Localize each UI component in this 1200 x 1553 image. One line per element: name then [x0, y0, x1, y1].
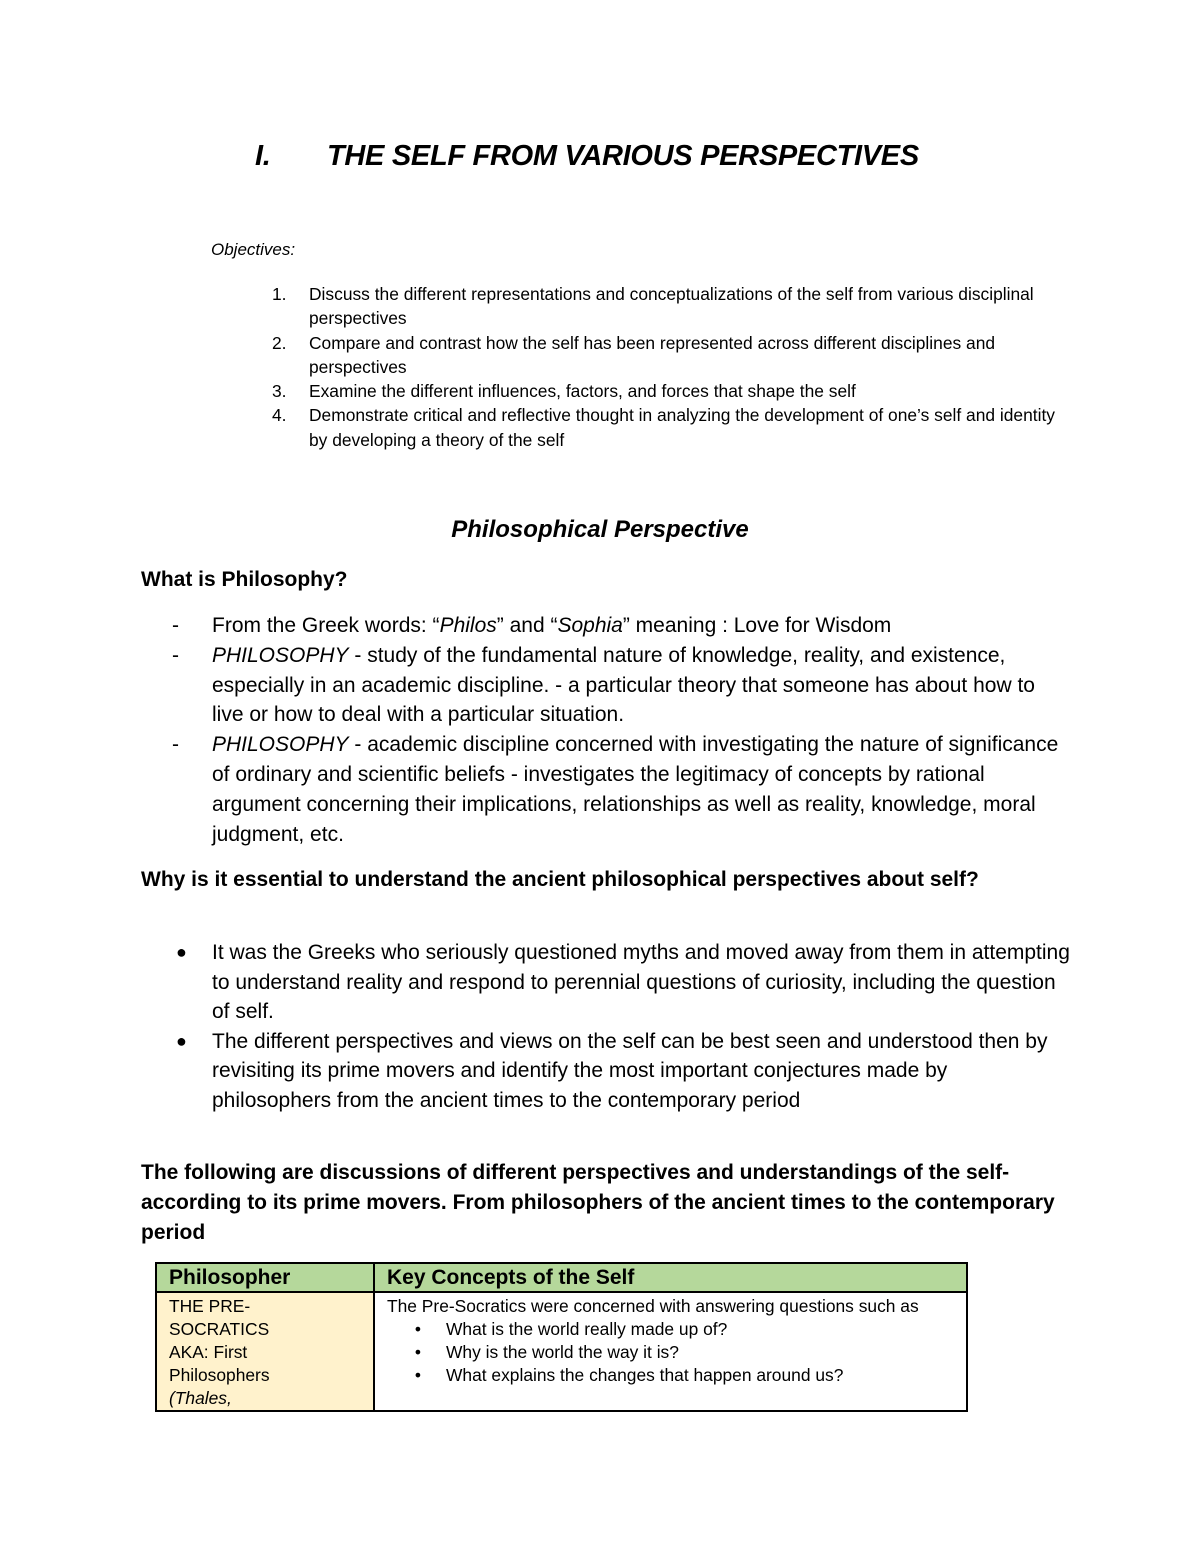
- section-title: Philosophical Perspective: [451, 516, 749, 543]
- definition-item: - From the Greek words: “Philos” and “Sophia” meaning : Love for Wisdom: [172, 611, 1072, 641]
- key-concepts-intro: The Pre-Socratics were concerned with answering questions such as: [387, 1296, 919, 1316]
- discussion-intro: The following are discussions of different perspectives and understandings of the self-according to its prime movers. From philosophers of the ancient times to the contemporary period: [141, 1161, 1055, 1244]
- bullet-marker: ●: [176, 1030, 187, 1051]
- question-what-is-philosophy: What is Philosophy?: [141, 568, 348, 591]
- reason-item: ● The different perspectives and views on the self can be best seen and understood then by revisiting its prime movers and identify the most important conjectures made by philosophers from the ancient times to the contemporary period: [172, 1027, 1072, 1116]
- document-title: [255, 140, 919, 173]
- philosophy-definition-list: [172, 611, 1072, 849]
- key-questions-list: [387, 1318, 966, 1387]
- dash-marker: -: [172, 643, 179, 667]
- objective-item: 1. Discuss the different representations and conceptualizations of the self from various disciplinal perspectives: [272, 284, 1034, 329]
- dash-marker: -: [172, 614, 179, 637]
- objectives-label: Objectives:: [211, 240, 296, 259]
- bullet-marker: ●: [176, 942, 187, 962]
- table-row: [156, 1292, 967, 1411]
- header-philosopher: Philosopher: [156, 1263, 374, 1292]
- title-text: THE SELF FROM VARIOUS PERSPECTIVES: [327, 140, 919, 172]
- list-item: • What is the world really made up of?: [414, 1319, 728, 1339]
- definition-item: - PHILOSOPHY - study of the fundamental nature of knowledge, reality, and existence, especially in an academic discipline. - a particular theory that someone has about how to live or how to deal with a particular situation.: [172, 641, 1072, 730]
- objective-item: 4. Demonstrate critical and reflective thought in analyzing the development of one’s self and identity by developing a theory of the self: [272, 405, 1055, 450]
- key-concepts-cell: [374, 1292, 967, 1411]
- header-key-concepts: Key Concepts of the Self: [374, 1263, 967, 1292]
- reasons-list: [172, 938, 1072, 1115]
- objectives-list: [272, 282, 1062, 452]
- philosophers-table: [155, 1262, 968, 1412]
- objective-item: 3. Examine the different influences, factors, and forces that shape the self: [272, 381, 856, 402]
- question-why-essential: Why is it essential to understand the ancient philosophical perspectives about self?: [141, 868, 979, 891]
- table-header-row: [156, 1263, 967, 1292]
- dash-marker: -: [172, 733, 179, 757]
- reason-item: ● It was the Greeks who seriously questioned myths and moved away from them in attempting to understand reality and respond to perennial questions of curiosity, including the question of self.: [172, 938, 1072, 1027]
- definition-item: - PHILOSOPHY - academic discipline concerned with investigating the nature of significance of ordinary and scientific beliefs - investigates the legitimacy of concepts by rational argument concerning their implications, relationships as well as reality, knowledge, moral judgment, etc.: [172, 730, 1072, 849]
- list-item: • Why is the world the way it is?: [414, 1342, 679, 1362]
- list-item: • What explains the changes that happen around us?: [414, 1365, 844, 1385]
- title-number: I.: [255, 140, 271, 172]
- philosopher-cell: THE PRE- SOCRATICS AKA: First Philosophers (Thales,: [156, 1292, 374, 1411]
- objective-item: 2. Compare and contrast how the self has been represented across different disciplines and perspectives: [272, 332, 996, 377]
